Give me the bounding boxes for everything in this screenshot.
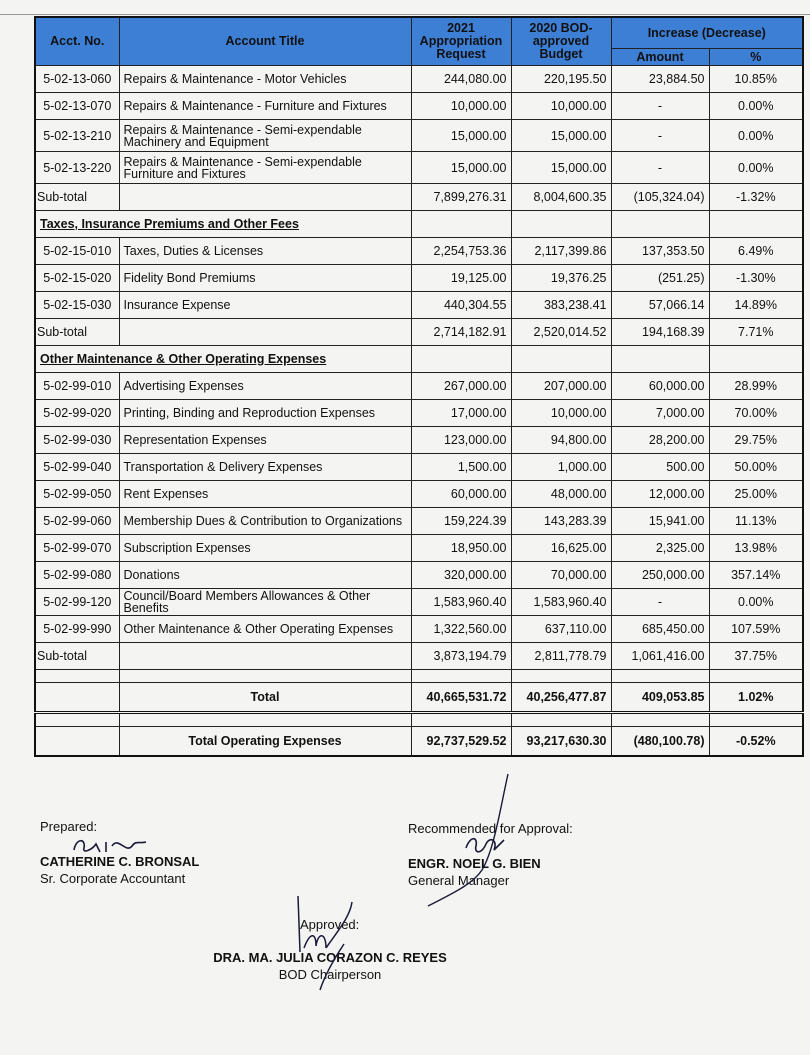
budget-cell: 40,256,477.87 <box>511 683 611 713</box>
budget-cell: 143,283.39 <box>511 508 611 535</box>
budget-cell: 10,000.00 <box>511 400 611 427</box>
pct-cell: 11.13% <box>709 508 803 535</box>
request-cell: 1,500.00 <box>411 454 511 481</box>
header-amount: Amount <box>611 49 709 66</box>
amount-cell: 57,066.14 <box>611 292 709 319</box>
table-row <box>35 616 803 643</box>
amount-cell: - <box>611 93 709 120</box>
amount-cell: - <box>611 589 709 616</box>
amount-cell: 2,325.00 <box>611 535 709 562</box>
spacer-row <box>35 670 803 683</box>
total-opex-label: Total Operating Expenses <box>119 727 411 757</box>
table-row <box>35 427 803 454</box>
top-rule <box>0 14 810 15</box>
request-cell: 123,000.00 <box>411 427 511 454</box>
pct-cell: -1.32% <box>709 184 803 211</box>
request-cell: 15,000.00 <box>411 120 511 152</box>
section-title-other: Other Maintenance & Other Operating Expenses <box>35 346 411 373</box>
table-row <box>35 589 803 616</box>
table-row <box>35 562 803 589</box>
budget-table <box>34 16 804 757</box>
title-cell: Transportation & Delivery Expenses <box>119 454 411 481</box>
budget-cell: 48,000.00 <box>511 481 611 508</box>
request-cell: 3,873,194.79 <box>411 643 511 670</box>
request-cell: 17,000.00 <box>411 400 511 427</box>
budget-cell: 93,217,630.30 <box>511 727 611 757</box>
recommended-signature <box>420 770 530 910</box>
request-cell: 159,224.39 <box>411 508 511 535</box>
pct-cell: 13.98% <box>709 535 803 562</box>
pct-cell: 29.75% <box>709 427 803 454</box>
acct-cell: 5-02-13-210 <box>35 120 119 152</box>
pct-cell: 28.99% <box>709 373 803 400</box>
amount-cell: 12,000.00 <box>611 481 709 508</box>
budget-cell: 383,238.41 <box>511 292 611 319</box>
section-title-taxes: Taxes, Insurance Premiums and Other Fees <box>35 211 411 238</box>
approved-caption: Approved: <box>300 917 360 932</box>
budget-cell: 2,117,399.86 <box>511 238 611 265</box>
request-cell: 19,125.00 <box>411 265 511 292</box>
amount-cell: - <box>611 152 709 184</box>
acct-cell: 5-02-99-120 <box>35 589 119 616</box>
request-cell: 40,665,531.72 <box>411 683 511 713</box>
empty-cell <box>119 184 411 211</box>
header-account-title: Account Title <box>119 17 411 66</box>
request-cell: 2,714,182.91 <box>411 319 511 346</box>
pct-cell: 70.00% <box>709 400 803 427</box>
amount-cell: 685,450.00 <box>611 616 709 643</box>
amount-cell: 23,884.50 <box>611 66 709 93</box>
request-cell: 7,899,276.31 <box>411 184 511 211</box>
pct-cell: 1.02% <box>709 683 803 713</box>
acct-cell: 5-02-15-030 <box>35 292 119 319</box>
prepared-caption: Prepared: <box>40 819 98 834</box>
title-cell: Insurance Expense <box>119 292 411 319</box>
request-cell: 267,000.00 <box>411 373 511 400</box>
subtotal-row <box>35 184 803 211</box>
acct-cell: 5-02-13-060 <box>35 66 119 93</box>
section-row <box>35 211 803 238</box>
subtotal-row <box>35 643 803 670</box>
table-row <box>35 93 803 120</box>
table-row <box>35 292 803 319</box>
budget-cell: 1,583,960.40 <box>511 589 611 616</box>
total-opex-row <box>35 727 803 757</box>
budget-cell: 637,110.00 <box>511 616 611 643</box>
budget-cell: 94,800.00 <box>511 427 611 454</box>
amount-cell: 60,000.00 <box>611 373 709 400</box>
subtotal-label: Sub-total <box>35 184 119 211</box>
acct-cell: 5-02-13-070 <box>35 93 119 120</box>
table-row <box>35 238 803 265</box>
request-cell: 60,000.00 <box>411 481 511 508</box>
pct-cell: 0.00% <box>709 120 803 152</box>
acct-cell: 5-02-13-220 <box>35 152 119 184</box>
budget-cell: 10,000.00 <box>511 93 611 120</box>
request-cell: 440,304.55 <box>411 292 511 319</box>
total-row <box>35 683 803 713</box>
title-cell: Other Maintenance & Other Operating Expenses <box>119 616 411 643</box>
acct-cell: 5-02-99-990 <box>35 616 119 643</box>
request-cell: 244,080.00 <box>411 66 511 93</box>
pct-cell: -1.30% <box>709 265 803 292</box>
acct-cell: 5-02-99-050 <box>35 481 119 508</box>
subtotal-row <box>35 319 803 346</box>
prepared-signature <box>70 832 150 858</box>
amount-cell: 194,168.39 <box>611 319 709 346</box>
header-2020-budget: 2020 BOD-approved Budget <box>511 17 611 66</box>
title-cell: Donations <box>119 562 411 589</box>
pct-cell: 6.49% <box>709 238 803 265</box>
title-cell: Printing, Binding and Reproduction Expenses <box>119 400 411 427</box>
request-cell: 18,950.00 <box>411 535 511 562</box>
pct-cell: 0.00% <box>709 589 803 616</box>
budget-cell: 1,000.00 <box>511 454 611 481</box>
subtotal-label: Sub-total <box>35 643 119 670</box>
title-cell: Advertising Expenses <box>119 373 411 400</box>
section-row <box>35 346 803 373</box>
approved-position: BOD Chairperson <box>278 967 382 982</box>
title-cell: Rent Expenses <box>119 481 411 508</box>
pct-cell: 7.71% <box>709 319 803 346</box>
amount-cell: 137,353.50 <box>611 238 709 265</box>
amount-cell: - <box>611 120 709 152</box>
pct-cell: 50.00% <box>709 454 803 481</box>
request-cell: 92,737,529.52 <box>411 727 511 757</box>
table-row <box>35 120 803 152</box>
acct-cell: 5-02-15-010 <box>35 238 119 265</box>
acct-cell: 5-02-99-070 <box>35 535 119 562</box>
request-cell: 10,000.00 <box>411 93 511 120</box>
table-row <box>35 508 803 535</box>
table-row <box>35 373 803 400</box>
pct-cell: 25.00% <box>709 481 803 508</box>
amount-cell: 28,200.00 <box>611 427 709 454</box>
title-cell: Taxes, Duties & Licenses <box>119 238 411 265</box>
budget-cell: 16,625.00 <box>511 535 611 562</box>
header-2021-request: 2021 Appropriation Request <box>411 17 511 66</box>
request-cell: 15,000.00 <box>411 152 511 184</box>
table-row <box>35 454 803 481</box>
acct-cell: 5-02-99-020 <box>35 400 119 427</box>
title-cell: Membership Dues & Contribution to Organizations <box>119 508 411 535</box>
header-acct-no: Acct. No. <box>35 17 119 66</box>
recommended-position: General Manager <box>408 873 510 888</box>
amount-cell: (251.25) <box>611 265 709 292</box>
acct-cell: 5-02-99-060 <box>35 508 119 535</box>
title-cell: Representation Expenses <box>119 427 411 454</box>
budget-cell: 8,004,600.35 <box>511 184 611 211</box>
empty-cell <box>119 319 411 346</box>
table-row <box>35 400 803 427</box>
budget-cell: 220,195.50 <box>511 66 611 93</box>
subtotal-label: Sub-total <box>35 319 119 346</box>
table-row <box>35 265 803 292</box>
acct-cell: 5-02-99-080 <box>35 562 119 589</box>
title-cell: Subscription Expenses <box>119 535 411 562</box>
spacer-row <box>35 713 803 727</box>
title-cell: Repairs & Maintenance - Semi-expendable Machinery and Equipment <box>119 120 411 152</box>
budget-cell: 15,000.00 <box>511 152 611 184</box>
pct-cell: 107.59% <box>709 616 803 643</box>
budget-cell: 19,376.25 <box>511 265 611 292</box>
recommended-name: ENGR. NOEL G. BIEN <box>408 856 541 871</box>
pct-cell: 10.85% <box>709 66 803 93</box>
title-cell: Repairs & Maintenance - Motor Vehicles <box>119 66 411 93</box>
budget-cell: 2,811,778.79 <box>511 643 611 670</box>
empty-cell <box>119 643 411 670</box>
acct-cell: 5-02-99-030 <box>35 427 119 454</box>
pct-cell: -0.52% <box>709 727 803 757</box>
request-cell: 1,583,960.40 <box>411 589 511 616</box>
budget-cell: 207,000.00 <box>511 373 611 400</box>
acct-cell: 5-02-15-020 <box>35 265 119 292</box>
pct-cell: 37.75% <box>709 643 803 670</box>
recommended-caption: Recommended for Approval: <box>408 821 573 836</box>
table-row <box>35 66 803 93</box>
table-row <box>35 535 803 562</box>
table-row <box>35 152 803 184</box>
pct-cell: 0.00% <box>709 93 803 120</box>
amount-cell: 250,000.00 <box>611 562 709 589</box>
amount-cell: 15,941.00 <box>611 508 709 535</box>
amount-cell: (480,100.78) <box>611 727 709 757</box>
amount-cell: 1,061,416.00 <box>611 643 709 670</box>
pct-cell: 0.00% <box>709 152 803 184</box>
total-label: Total <box>119 683 411 713</box>
prepared-position: Sr. Corporate Accountant <box>40 871 186 886</box>
pct-cell: 14.89% <box>709 292 803 319</box>
request-cell: 2,254,753.36 <box>411 238 511 265</box>
amount-cell: 409,053.85 <box>611 683 709 713</box>
budget-cell: 70,000.00 <box>511 562 611 589</box>
request-cell: 1,322,560.00 <box>411 616 511 643</box>
amount-cell: 500.00 <box>611 454 709 481</box>
title-cell: Council/Board Members Allowances & Other Benefits <box>119 589 411 616</box>
header-increase: Increase (Decrease) <box>611 17 803 49</box>
approved-signature <box>280 892 370 992</box>
table-row <box>35 481 803 508</box>
budget-cell: 2,520,014.52 <box>511 319 611 346</box>
budget-table-container <box>34 16 802 757</box>
amount-cell: 7,000.00 <box>611 400 709 427</box>
request-cell: 320,000.00 <box>411 562 511 589</box>
prepared-name: CATHERINE C. BRONSAL <box>40 854 200 869</box>
budget-cell: 15,000.00 <box>511 120 611 152</box>
title-cell: Repairs & Maintenance - Semi-expendable Furniture and Fixtures <box>119 152 411 184</box>
acct-cell: 5-02-99-010 <box>35 373 119 400</box>
title-cell: Fidelity Bond Premiums <box>119 265 411 292</box>
amount-cell: (105,324.04) <box>611 184 709 211</box>
approved-name: DRA. MA. JULIA CORAZON C. REYES <box>213 950 447 965</box>
title-cell: Repairs & Maintenance - Furniture and Fixtures <box>119 93 411 120</box>
acct-cell: 5-02-99-040 <box>35 454 119 481</box>
pct-cell: 357.14% <box>709 562 803 589</box>
header-pct: % <box>709 49 803 66</box>
